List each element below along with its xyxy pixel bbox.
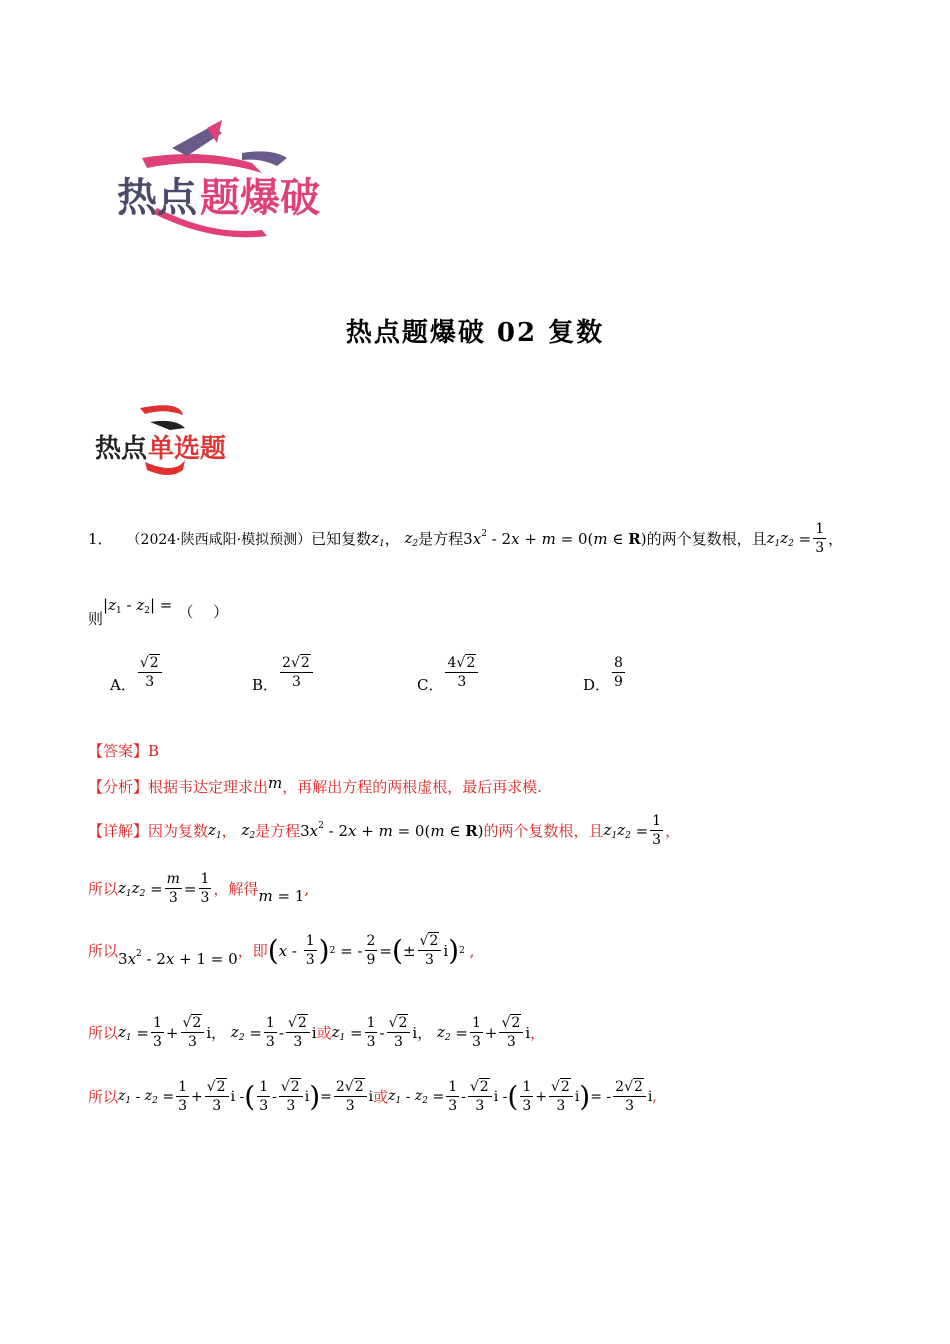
option-c[interactable]: C． $\frac{4√2}{3}$ bbox=[417, 650, 480, 695]
question-text-c: 的两个复数根，且 bbox=[646, 530, 767, 548]
page-title: 热点题爆破 02 复数 bbox=[345, 318, 605, 348]
question-then: 则 bbox=[88, 610, 104, 628]
detail-line-2: 所以 $z_1z_2$ = $\frac{m}{3}$ = $\frac{1}{3}$ ，解得 m = 1 , bbox=[88, 871, 310, 906]
detail-label: 【详解】 bbox=[88, 822, 149, 840]
answer-label: 【答案】 bbox=[88, 742, 149, 760]
option-a[interactable]: A． $\frac{√2}{3}$ bbox=[110, 650, 164, 695]
question-line-2: 则 $|z_1 - z_2|$ = （ ） bbox=[88, 595, 229, 628]
option-b[interactable]: B． $\frac{2√2}{3}$ bbox=[252, 650, 315, 695]
analysis-label: 【分析】 bbox=[88, 778, 149, 796]
question-number: 1． bbox=[88, 530, 113, 548]
detail-line-1: 【详解】 因为复数 $z_1$ ， $z_2$ 是方程 $3x^2 - 2x + m = 0(m$ ∈ R) 的两个复数根，且 $z_1z_2$ = $\frac{1}{3}$ ， bbox=[88, 813, 681, 848]
detail-line-4: 所以 $z_1$ = $\frac{1}{3}$ + $\frac{√2}{3}$ i， $z_2$ = $\frac{1}{3}$ - $\frac{√2}{3}$ i 或 $z_1$ = $\frac{1}{3}$ - $\frac{√2}{3}$ i， $z_2$ = $\frac{1}{3}$ + $\frac{√2}{3}$ i ， bbox=[88, 1015, 546, 1050]
question-text-a: 已知复数 bbox=[311, 530, 372, 548]
question-blank: （ ） bbox=[178, 603, 229, 621]
logo-text-part2: 题爆破 bbox=[200, 175, 320, 221]
question-line-1: 1． （2024·陕西咸阳·模拟预测） 已知复数 $z_1$ ， $z_2$ 是方程 $3x^2 - 2x + m = 0(m$ ∈ R) 的两个复数根，且 $z_1z_2$ = $\frac{1}{3}$ ， bbox=[88, 521, 844, 556]
detail-line-5: 所以 $z_1$ - $z_2$ = $\frac{1}{3}$ + $\frac{√2}{3}$ i - ( $\frac{1}{3}$ - $\frac{√2}{3}$ i ) = $\frac{2√2}{3}$ i 或 $z_1$ - $z_2$ = $\frac{1}{3}$ - $\frac{√2}{3}$ i - ( $\frac{1}{3}$ + $\frac{√2}{3}$ i ) = - $\frac{2√2}{3}$ i , bbox=[88, 1079, 657, 1114]
answer-line bbox=[88, 740, 159, 761]
option-d[interactable]: D． $\frac{8}{9}$ bbox=[583, 655, 623, 694]
answer-value: B bbox=[148, 741, 160, 760]
analysis-line: 【分析】 根据韦达定理求出 m ，再解出方程的两根虚根，最后再求模. bbox=[88, 773, 543, 796]
badge-text-part1: 热点 bbox=[95, 434, 148, 464]
header-logo bbox=[112, 118, 332, 243]
logo-text-part1: 热点 bbox=[117, 175, 197, 221]
badge-text-part2: 单选题 bbox=[148, 434, 227, 464]
question-text-b: 是方程 bbox=[418, 530, 464, 548]
section-badge bbox=[95, 400, 235, 480]
detail-line-3: 所以 $3x^2 - 2x + 1 = 0$ ，即 ( x - $\frac{1}{3}$ ) 2 = - $\frac{2}{9}$ = ( ± $\frac{√2}{3}$ i ) 2 , bbox=[88, 933, 475, 968]
question-source: （2024·陕西咸阳·模拟预测） bbox=[126, 531, 312, 548]
